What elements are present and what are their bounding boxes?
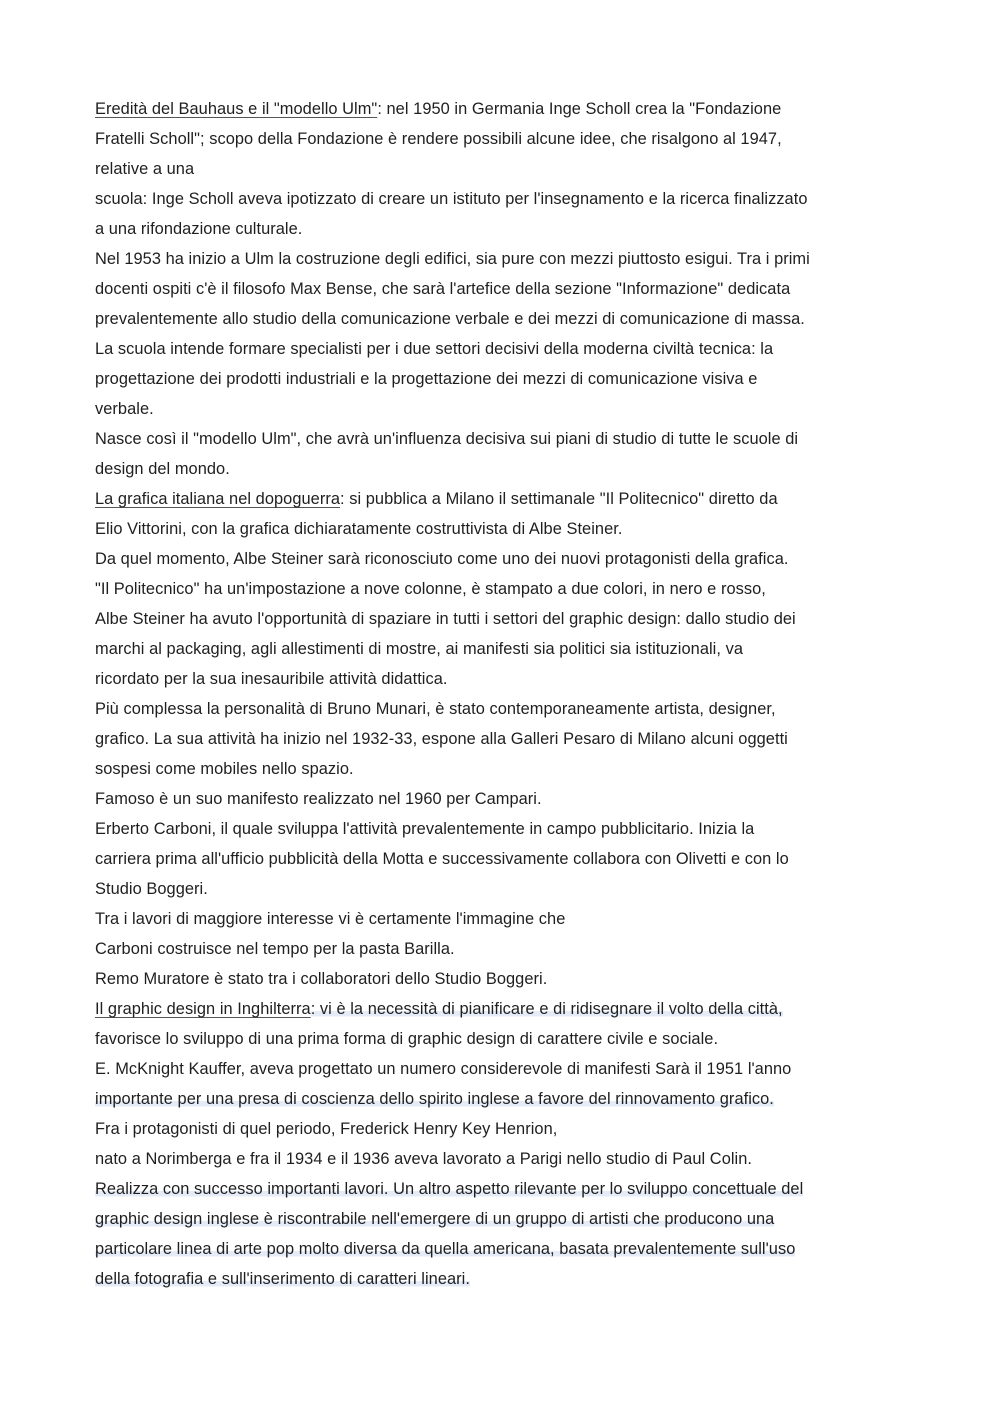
text-line (95, 1054, 920, 1084)
text-line (95, 754, 920, 784)
text-line (95, 904, 920, 934)
text-line (95, 244, 920, 274)
line-text: nato a Norimberga e fra il 1934 e il 1936 aveva lavorato a Parigi nello studio di Paul Colin. (95, 1150, 753, 1168)
text-line (95, 1264, 920, 1294)
line-text: Studio Boggeri. (95, 880, 208, 898)
text-line (95, 334, 920, 364)
text-line (95, 394, 920, 424)
line-text: carriera prima all'ufficio pubblicità della Motta e successivamente collabora con Olivetti e con lo (95, 850, 789, 868)
line-text: E. McKnight Kauffer, aveva progettato un numero considerevole di manifesti Sarà il 1951 l'anno (95, 1060, 792, 1078)
line-text: : nel 1950 in Germania Inge Scholl crea la "Fondazione (377, 100, 782, 118)
line-text: "Il Politecnico" ha un'impostazione a nove colonne, è stampato a due colori, in nero e rosso, (95, 580, 766, 598)
text-line (95, 1144, 920, 1174)
text-line (95, 424, 920, 454)
text-line (95, 634, 920, 664)
section-heading: La grafica italiana nel dopoguerra (95, 490, 340, 508)
line-text: Famoso è un suo manifesto realizzato nel 1960 per Campari. (95, 790, 542, 808)
text-line (95, 1234, 920, 1264)
line-text: Da quel momento, Albe Steiner sarà riconosciuto come uno dei nuovi protagonisti della grafica. (95, 550, 789, 568)
text-line (95, 1114, 920, 1144)
line-text: Elio Vittorini, con la grafica dichiaratamente costruttivista di Albe Steiner. (95, 520, 623, 538)
line-text: docenti ospiti c'è il filosofo Max Bense, che sarà l'artefice della sezione "Informazione" dedicata (95, 280, 791, 298)
line-text: sospesi come mobiles nello spazio. (95, 760, 354, 778)
text-line (95, 544, 920, 574)
text-line (95, 814, 920, 844)
text-line (95, 454, 920, 484)
line-text: ricordato per la sua inesauribile attività didattica. (95, 670, 448, 688)
text-line (95, 154, 920, 184)
text-line (95, 664, 920, 694)
section-heading: Il graphic design in Inghilterra (95, 1000, 311, 1018)
line-text: Nasce così il "modello Ulm", che avrà un'influenza decisiva sui piani di studio di tutte le scuole di (95, 430, 799, 448)
line-text: particolare linea di arte pop molto diversa da quella americana, basata prevalentemente sull'uso (95, 1240, 796, 1258)
text-line (95, 1084, 920, 1114)
text-line (95, 964, 920, 994)
document-body (95, 94, 920, 1294)
line-text: : vi è la necessità di pianificare e di ridisegnare il volto della città, (310, 1000, 783, 1018)
line-text: progettazione dei prodotti industriali e la progettazione dei mezzi di comunicazione visiva e (95, 370, 758, 388)
text-line (95, 184, 920, 214)
text-line (95, 934, 920, 964)
line-text: La scuola intende formare specialisti per i due settori decisivi della moderna civiltà tecnica: la (95, 340, 774, 358)
text-line (95, 1024, 920, 1054)
line-text: Erberto Carboni, il quale sviluppa l'attività prevalentemente in campo pubblicitario. Inizia la (95, 820, 755, 838)
line-text: design del mondo. (95, 460, 230, 478)
line-text: Nel 1953 ha inizio a Ulm la costruzione degli edifici, sia pure con mezzi piuttosto esigui. Tra i primi (95, 250, 810, 268)
text-line (95, 694, 920, 724)
text-line (95, 874, 920, 904)
line-text: Realizza con successo importanti lavori. Un altro aspetto rilevante per lo sviluppo concettuale del (95, 1180, 804, 1198)
line-text: graphic design inglese è riscontrabile nell'emergere di un gruppo di artisti che producono una (95, 1210, 775, 1228)
line-text: della fotografia e sull'inserimento di caratteri lineari. (95, 1270, 470, 1288)
text-line (95, 574, 920, 604)
line-text: Albe Steiner ha avuto l'opportunità di spaziare in tutti i settori del graphic design: dallo studio dei (95, 610, 796, 628)
line-text: a una rifondazione culturale. (95, 220, 303, 238)
line-text: Più complessa la personalità di Bruno Munari, è stato contemporaneamente artista, designer, (95, 700, 776, 718)
text-line (95, 274, 920, 304)
text-line (95, 1174, 920, 1204)
line-text: importante per una presa di coscienza dello spirito inglese a favore del rinnovamento grafico. (95, 1090, 774, 1108)
text-line (95, 124, 920, 154)
line-text: favorisce lo sviluppo di una prima forma di graphic design di carattere civile e sociale. (95, 1030, 719, 1048)
text-line (95, 304, 920, 334)
line-text: : si pubblica a Milano il settimanale "Il Politecnico" diretto da (340, 490, 778, 508)
text-line (95, 844, 920, 874)
line-text: Tra i lavori di maggiore interesse vi è certamente l'immagine che (95, 910, 566, 928)
line-text: Remo Muratore è stato tra i collaboratori dello Studio Boggeri. (95, 970, 548, 988)
text-line (95, 484, 920, 514)
line-text: marchi al packaging, agli allestimenti di mostre, ai manifesti sia politici sia istituzionali, va (95, 640, 743, 658)
text-line (95, 214, 920, 244)
text-line (95, 604, 920, 634)
text-line (95, 994, 920, 1024)
line-text: Fratelli Scholl"; scopo della Fondazione è rendere possibili alcune idee, che risalgono al 1947, (95, 130, 782, 148)
line-text: verbale. (95, 400, 154, 418)
line-text: prevalentemente allo studio della comunicazione verbale e dei mezzi di comunicazione di massa. (95, 310, 805, 328)
line-text: grafico. La sua attività ha inizio nel 1932-33, espone alla Galleri Pesaro di Milano alcuni oggetti (95, 730, 788, 748)
text-line (95, 94, 920, 124)
text-line (95, 514, 920, 544)
text-line (95, 724, 920, 754)
line-text: scuola: Inge Scholl aveva ipotizzato di creare un istituto per l'insegnamento e la ricerca finalizzato (95, 190, 808, 208)
text-line (95, 1204, 920, 1234)
text-line (95, 364, 920, 394)
line-text: relative a una (95, 160, 195, 178)
section-heading: Eredità del Bauhaus e il "modello Ulm" (95, 100, 378, 118)
line-text: Fra i protagonisti di quel periodo, Frederick Henry Key Henrion, (95, 1120, 558, 1138)
text-line (95, 784, 920, 814)
line-text: Carboni costruisce nel tempo per la pasta Barilla. (95, 940, 455, 958)
